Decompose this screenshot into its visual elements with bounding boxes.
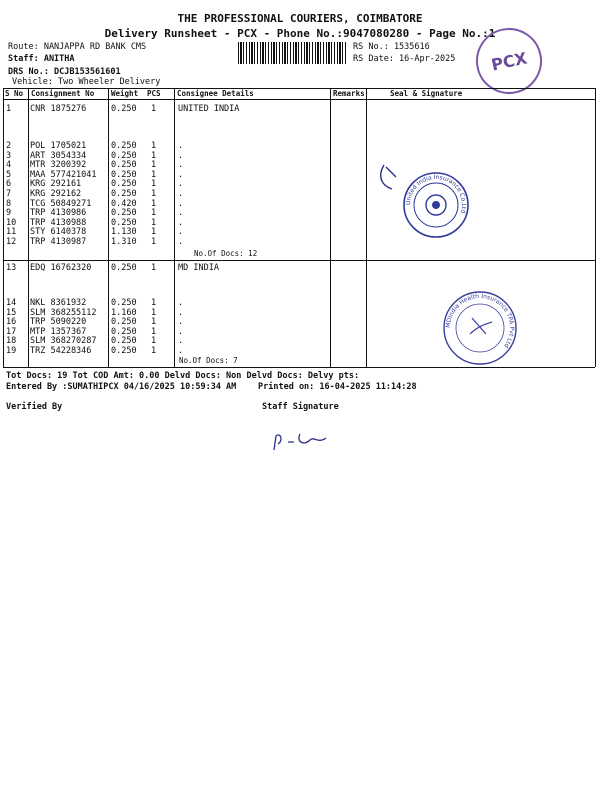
cell-d: . bbox=[178, 169, 184, 180]
docs-count-2: No.Of Docs: 7 bbox=[179, 356, 238, 365]
cell-sno: 4 bbox=[6, 160, 12, 171]
cell-w: 0.250 bbox=[111, 208, 137, 219]
cell-d: . bbox=[178, 336, 184, 347]
cell-d: . bbox=[178, 141, 184, 151]
cell-d: . bbox=[178, 179, 184, 190]
cell-cn: EDQ 16762320 bbox=[30, 263, 92, 273]
cell-w: 0.250 bbox=[111, 317, 137, 328]
cell-d: . bbox=[178, 237, 184, 247]
cell-cn: MTR 3200392 bbox=[30, 160, 87, 171]
cell-p: 1 bbox=[151, 298, 157, 308]
staff-signature bbox=[270, 428, 340, 456]
cell-cn: STY 6140378 bbox=[30, 227, 87, 238]
cell-w: 0.250 bbox=[111, 160, 137, 171]
route-text: Route: NANJAPPA RD BANK CMS bbox=[8, 42, 147, 52]
barcode bbox=[238, 42, 346, 64]
cell-w: 0.250 bbox=[111, 326, 137, 337]
cell-w: 0.250 bbox=[111, 179, 137, 190]
cell-cn: TRP 4130986 bbox=[30, 208, 87, 219]
cell-cn: KRG 292162 bbox=[30, 189, 82, 199]
cell-d: . bbox=[178, 160, 184, 171]
table-row bbox=[0, 104, 600, 114]
cell-sno: 1 bbox=[6, 104, 12, 114]
cell-w: 0.250 bbox=[111, 336, 137, 347]
cell-p: 1 bbox=[151, 150, 157, 161]
cell-sno: 17 bbox=[6, 326, 17, 337]
cell-sno: 12 bbox=[6, 237, 17, 247]
header-bottom-border bbox=[3, 99, 595, 100]
cell-w: 0.420 bbox=[111, 198, 137, 209]
table-row bbox=[0, 189, 600, 199]
cell-d: . bbox=[178, 227, 184, 238]
cell-p: 1 bbox=[151, 227, 157, 238]
cell-d: . bbox=[178, 217, 184, 228]
cell-p: 1 bbox=[151, 208, 157, 219]
cell-d: . bbox=[178, 189, 184, 199]
group-divider bbox=[3, 260, 595, 261]
table-row bbox=[0, 160, 600, 170]
table-row bbox=[0, 199, 600, 209]
cell-cn: ART 3054334 bbox=[30, 150, 87, 161]
cell-d: . bbox=[178, 198, 184, 209]
svg-text:MDIndia Health Insurance TPA P: MDIndia Health Insurance TPA Pvt Ltd bbox=[444, 292, 516, 349]
cell-sno: 7 bbox=[6, 189, 12, 199]
col-sno: S No bbox=[5, 89, 24, 98]
cell-w: 0.250 bbox=[111, 189, 137, 199]
cell-sno: 10 bbox=[6, 217, 17, 228]
cell-w: 1.310 bbox=[111, 237, 137, 247]
table-row bbox=[0, 237, 600, 247]
col-pcs: PCS bbox=[147, 89, 161, 98]
cell-d: . bbox=[178, 317, 184, 328]
cell-p: 1 bbox=[151, 198, 157, 209]
table-row bbox=[0, 179, 600, 189]
cell-p: 1 bbox=[151, 189, 157, 199]
cell-sno: 9 bbox=[6, 208, 12, 219]
cell-cn: POL 1705021 bbox=[30, 141, 87, 151]
table-row bbox=[0, 151, 600, 161]
totals-line: Tot Docs: 19 Tot COD Amt: 0.00 Delvd Docs: Non Delvd Docs: Delvy pts: bbox=[6, 371, 360, 381]
mdindia-seal bbox=[430, 288, 530, 366]
cell-cn: SLM 368270287 bbox=[30, 336, 97, 347]
cell-p: 1 bbox=[151, 307, 157, 318]
cell-w: 1.160 bbox=[111, 307, 137, 318]
table-row bbox=[0, 218, 600, 228]
cell-sno: 19 bbox=[6, 346, 17, 356]
cell-p: 1 bbox=[151, 346, 157, 356]
cell-cn: TRP 5090220 bbox=[30, 317, 87, 328]
cell-w: 0.250 bbox=[111, 217, 137, 228]
cell-cn: CNR 1875276 bbox=[30, 104, 87, 114]
cell-d: . bbox=[178, 150, 184, 161]
cell-w: 0.250 bbox=[111, 150, 137, 161]
runsheet-subtitle: Delivery Runsheet - PCX - Phone No.:9047080280 - Page No.:1 bbox=[104, 27, 496, 40]
cell-d: . bbox=[178, 208, 184, 219]
table-row bbox=[0, 227, 600, 237]
cell-d: . bbox=[178, 298, 184, 308]
cell-w: 0.250 bbox=[111, 141, 137, 151]
cell-p: 1 bbox=[151, 237, 157, 247]
cell-d: . bbox=[178, 326, 184, 337]
cell-p: 1 bbox=[151, 326, 157, 337]
rs-date: RS Date: 16-Apr-2025 bbox=[353, 54, 456, 64]
signature-mark bbox=[381, 165, 396, 189]
col-remarks: Remarks bbox=[333, 89, 365, 98]
cell-cn: TRP 4130988 bbox=[30, 217, 87, 228]
cell-p: 1 bbox=[151, 217, 157, 228]
company-title: THE PROFESSIONAL COURIERS, COIMBATORE bbox=[177, 12, 423, 25]
drs-number: DRS No.: DCJB153561601 bbox=[8, 67, 121, 77]
cell-cn: MAA 577421041 bbox=[30, 169, 97, 180]
cell-sno: 16 bbox=[6, 317, 17, 328]
table-bottom-border bbox=[3, 367, 595, 368]
vehicle-text: Vehicle: Two Wheeler Delivery bbox=[12, 77, 161, 87]
cell-sno: 8 bbox=[6, 198, 12, 209]
cell-p: 1 bbox=[151, 179, 157, 190]
rs-number: RS No.: 1535616 bbox=[353, 42, 430, 52]
cell-p: 1 bbox=[151, 263, 157, 273]
col-seal: Seal & Signature bbox=[390, 89, 463, 98]
cell-sno: 18 bbox=[6, 336, 17, 347]
cell-p: 1 bbox=[151, 104, 157, 114]
table-row bbox=[0, 141, 600, 151]
cell-cn: SLM 368255112 bbox=[30, 307, 97, 318]
col-consignee: Consignee Details bbox=[177, 89, 254, 98]
cell-p: 1 bbox=[151, 336, 157, 347]
cell-w: 0.250 bbox=[111, 346, 137, 356]
cell-cn: NKL 8361932 bbox=[30, 298, 87, 308]
cell-w: 1.130 bbox=[111, 227, 137, 238]
cell-cn: TRP 4130987 bbox=[30, 237, 87, 247]
entered-by: Entered By :SUMATHIPCX 04/16/2025 10:59:34 AM bbox=[6, 382, 237, 392]
docs-count-1: No.Of Docs: 12 bbox=[194, 249, 258, 258]
cell-sno: 15 bbox=[6, 307, 17, 318]
cell-w: 0.250 bbox=[111, 169, 137, 180]
cell-p: 1 bbox=[151, 160, 157, 171]
cell-sno: 14 bbox=[6, 298, 17, 308]
svg-text:United India Insurance Co.Ltd.: United India Insurance Co.Ltd. bbox=[404, 173, 468, 217]
united-india-seal bbox=[370, 155, 480, 245]
verified-by-label: Verified By bbox=[6, 402, 63, 412]
cell-cn: MTP 1357367 bbox=[30, 326, 87, 337]
cell-cn: TCG 50849271 bbox=[30, 198, 92, 209]
col-consignment: Consignment No bbox=[31, 89, 95, 98]
cell-sno: 5 bbox=[6, 169, 12, 180]
table-row bbox=[0, 208, 600, 218]
cell-w: 0.250 bbox=[111, 104, 137, 114]
cell-p: 1 bbox=[151, 169, 157, 180]
table-header bbox=[0, 89, 600, 99]
cell-d: MD INDIA bbox=[178, 263, 219, 273]
cell-cn: TRZ 54228346 bbox=[30, 346, 92, 356]
cell-w: 0.250 bbox=[111, 298, 137, 308]
cell-sno: 6 bbox=[6, 179, 12, 190]
pcx-stamp: PCX bbox=[470, 22, 548, 100]
staff-signature-label: Staff Signature bbox=[262, 402, 339, 412]
table-row bbox=[0, 170, 600, 180]
staff-text: Staff: ANITHA bbox=[8, 54, 75, 64]
cell-d: . bbox=[178, 307, 184, 318]
printed-on: Printed on: 16-04-2025 11:14:28 bbox=[258, 382, 417, 392]
col-weight: Weight bbox=[111, 89, 139, 98]
table-row bbox=[0, 263, 600, 273]
cell-d: UNITED INDIA bbox=[178, 104, 240, 114]
cell-sno: 13 bbox=[6, 263, 17, 273]
cell-cn: KRG 292161 bbox=[30, 179, 82, 190]
cell-sno: 2 bbox=[6, 141, 12, 151]
cell-d: . bbox=[178, 346, 184, 356]
cell-p: 1 bbox=[151, 317, 157, 328]
cell-w: 0.250 bbox=[111, 263, 137, 273]
cell-sno: 11 bbox=[6, 227, 17, 238]
cell-p: 1 bbox=[151, 141, 157, 151]
cell-sno: 3 bbox=[6, 150, 12, 161]
